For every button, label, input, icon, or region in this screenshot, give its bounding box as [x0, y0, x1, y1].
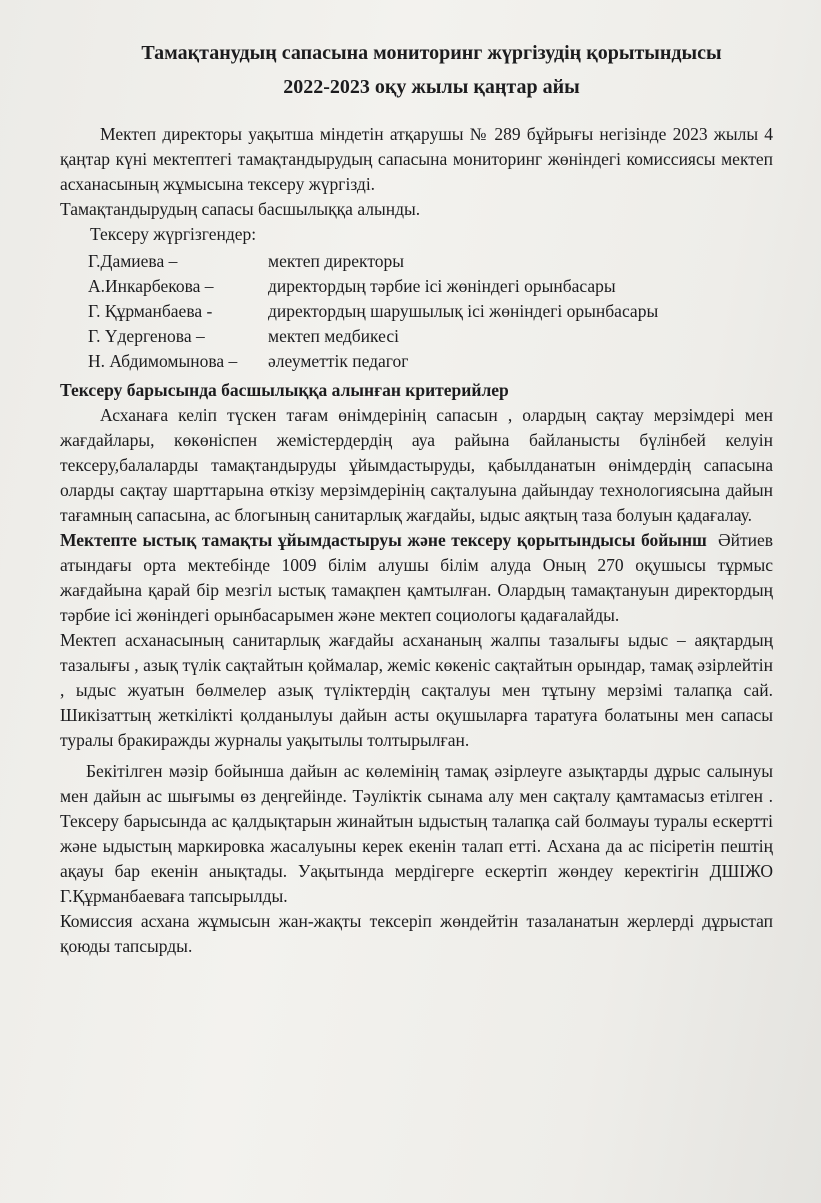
intro-paragraph: Мектеп директоры уақытша міндетін атқарушы № 289 бұйрығы негізінде 2023 жылы 4 қаңтар күні мектептегі тамақтандырудың сапасына мониторинг жөніндегі комиссиясы мектеп асханасының жұмысына тексеру жүргізді. — [60, 124, 773, 194]
staff-role: мектеп директоры — [268, 251, 405, 271]
sanitary-paragraph: Мектеп асханасының санитарлық жағдайы асхананың жалпы тазалығы ыдыс – аяқтардың тазалығы , азық түлік сақтайтын қоймалар, жеміс көкеніс сақтайтын орындар, тамақ әзірлейтін , ыдыс жуатын бөлмелер азық түліктердің сақталуы мен тұтыну мерзімі талапқа сай. Шикізаттың жеткілікті қолданылуы дайын асты оқушыларға таратуға болатыны мен сапасы туралы бракиражды журналы уақытылы толтырылған. — [60, 630, 773, 750]
staff-name: Г. Құрманбаева - — [88, 301, 213, 321]
staff-role: директордың тәрбие ісі жөніндегі орынбасары — [268, 276, 616, 296]
hot-meal-text: Әйтиев атындағы орта мектебінде 1009 білім алушы білім алуда Оның 270 оқушысы тұрмыс жағдайына қарай бір мезгіл ыстық тамақпен қамтылған. Олардың тамақтануын директордың тәрбие ісі жөніндегі орынбасарымен және мектеп социологы қадағалайды. — [60, 530, 774, 625]
staff-list — [88, 249, 773, 374]
staff-heading: Тексеру жүргізгендер: — [90, 224, 257, 244]
menu-paragraph: Бекітілген мәзір бойынша дайын ас көлемінің тамақ әзірлеуге азықтарды дұрыс салынуы мен дайын ас шығымы өз деңгейінде. Тәуліктік сынама алу мен сақталу қамтамасыз етілген . Тексеру барысында ас қалдықтарын жинайтын ыдыстың талапқа сай болмауы туралы ескертті және ыдыстың маркировка жасалуыны керек екенін талап етті. Асхана да ас пісіретін пештің ақауы бар екенін анықтады. Уақытында мердігерге ескертіп жөндеу керектігін ДШІЖО Г.Құрманбаеваға тапсырылды. — [60, 761, 773, 906]
staff-name: А.Инкарбекова – — [88, 276, 214, 296]
staff-row — [88, 299, 773, 324]
criteria-paragraph: Асханаға келіп түскен тағам өнімдерінің сапасын , олардың сақтау мерзімдері мен жағдайлары, көкөніспен жемістердердің ауа райына байланысты бүлінбей келуін тексеру,балаларды тамақтандыруды ұйымдастыруды, қабылданатын өнімдердің сапасына оларды сақтау шарттарына өткізу мерзімдерінің сақталуына дайындау технологиясына дайын тағамның сапасына, ас блогының санитарлық жағдайы, ыдыс аяқтың таза болуын қадағалау. — [60, 405, 773, 525]
staff-role: әлеуметтік педагог — [268, 351, 409, 371]
hot-meal-paragraph — [60, 528, 773, 628]
staff-name: Г. Үдергенова – — [88, 326, 205, 346]
staff-role: мектеп медбикесі — [268, 326, 399, 346]
title-line-1: Тамақтанудың сапасына мониторинг жүргізудің қорытындысы — [141, 42, 722, 64]
staff-name: Г.Дамиева – — [88, 251, 178, 271]
staff-row — [88, 349, 773, 374]
staff-name: Н. Абдимомынова – — [88, 351, 238, 371]
title-line-2: 2022-2023 оқу жылы қаңтар айы — [283, 76, 580, 98]
control-line: Тамақтандырудың сапасы басшылыққа алынды. — [60, 199, 421, 219]
staff-row — [88, 249, 773, 274]
hot-meal-heading: Мектепте ыстық тамақты ұйымдастыруы және тексеру қорытындысы бойынш — [60, 530, 707, 550]
criteria-heading: Тексеру барысында басшылыққа алынған критерийлер — [60, 380, 509, 400]
final-paragraph: Комиссия асхана жұмысын жан-жақты тексеріп жөндейтін тазаланатын жерлерді дұрыстап қоюды тапсырды. — [60, 911, 773, 956]
staff-role: директордың шарушылық ісі жөніндегі орынбасары — [268, 301, 659, 321]
staff-row — [88, 274, 773, 299]
document-title — [60, 36, 773, 104]
staff-row — [88, 324, 773, 349]
